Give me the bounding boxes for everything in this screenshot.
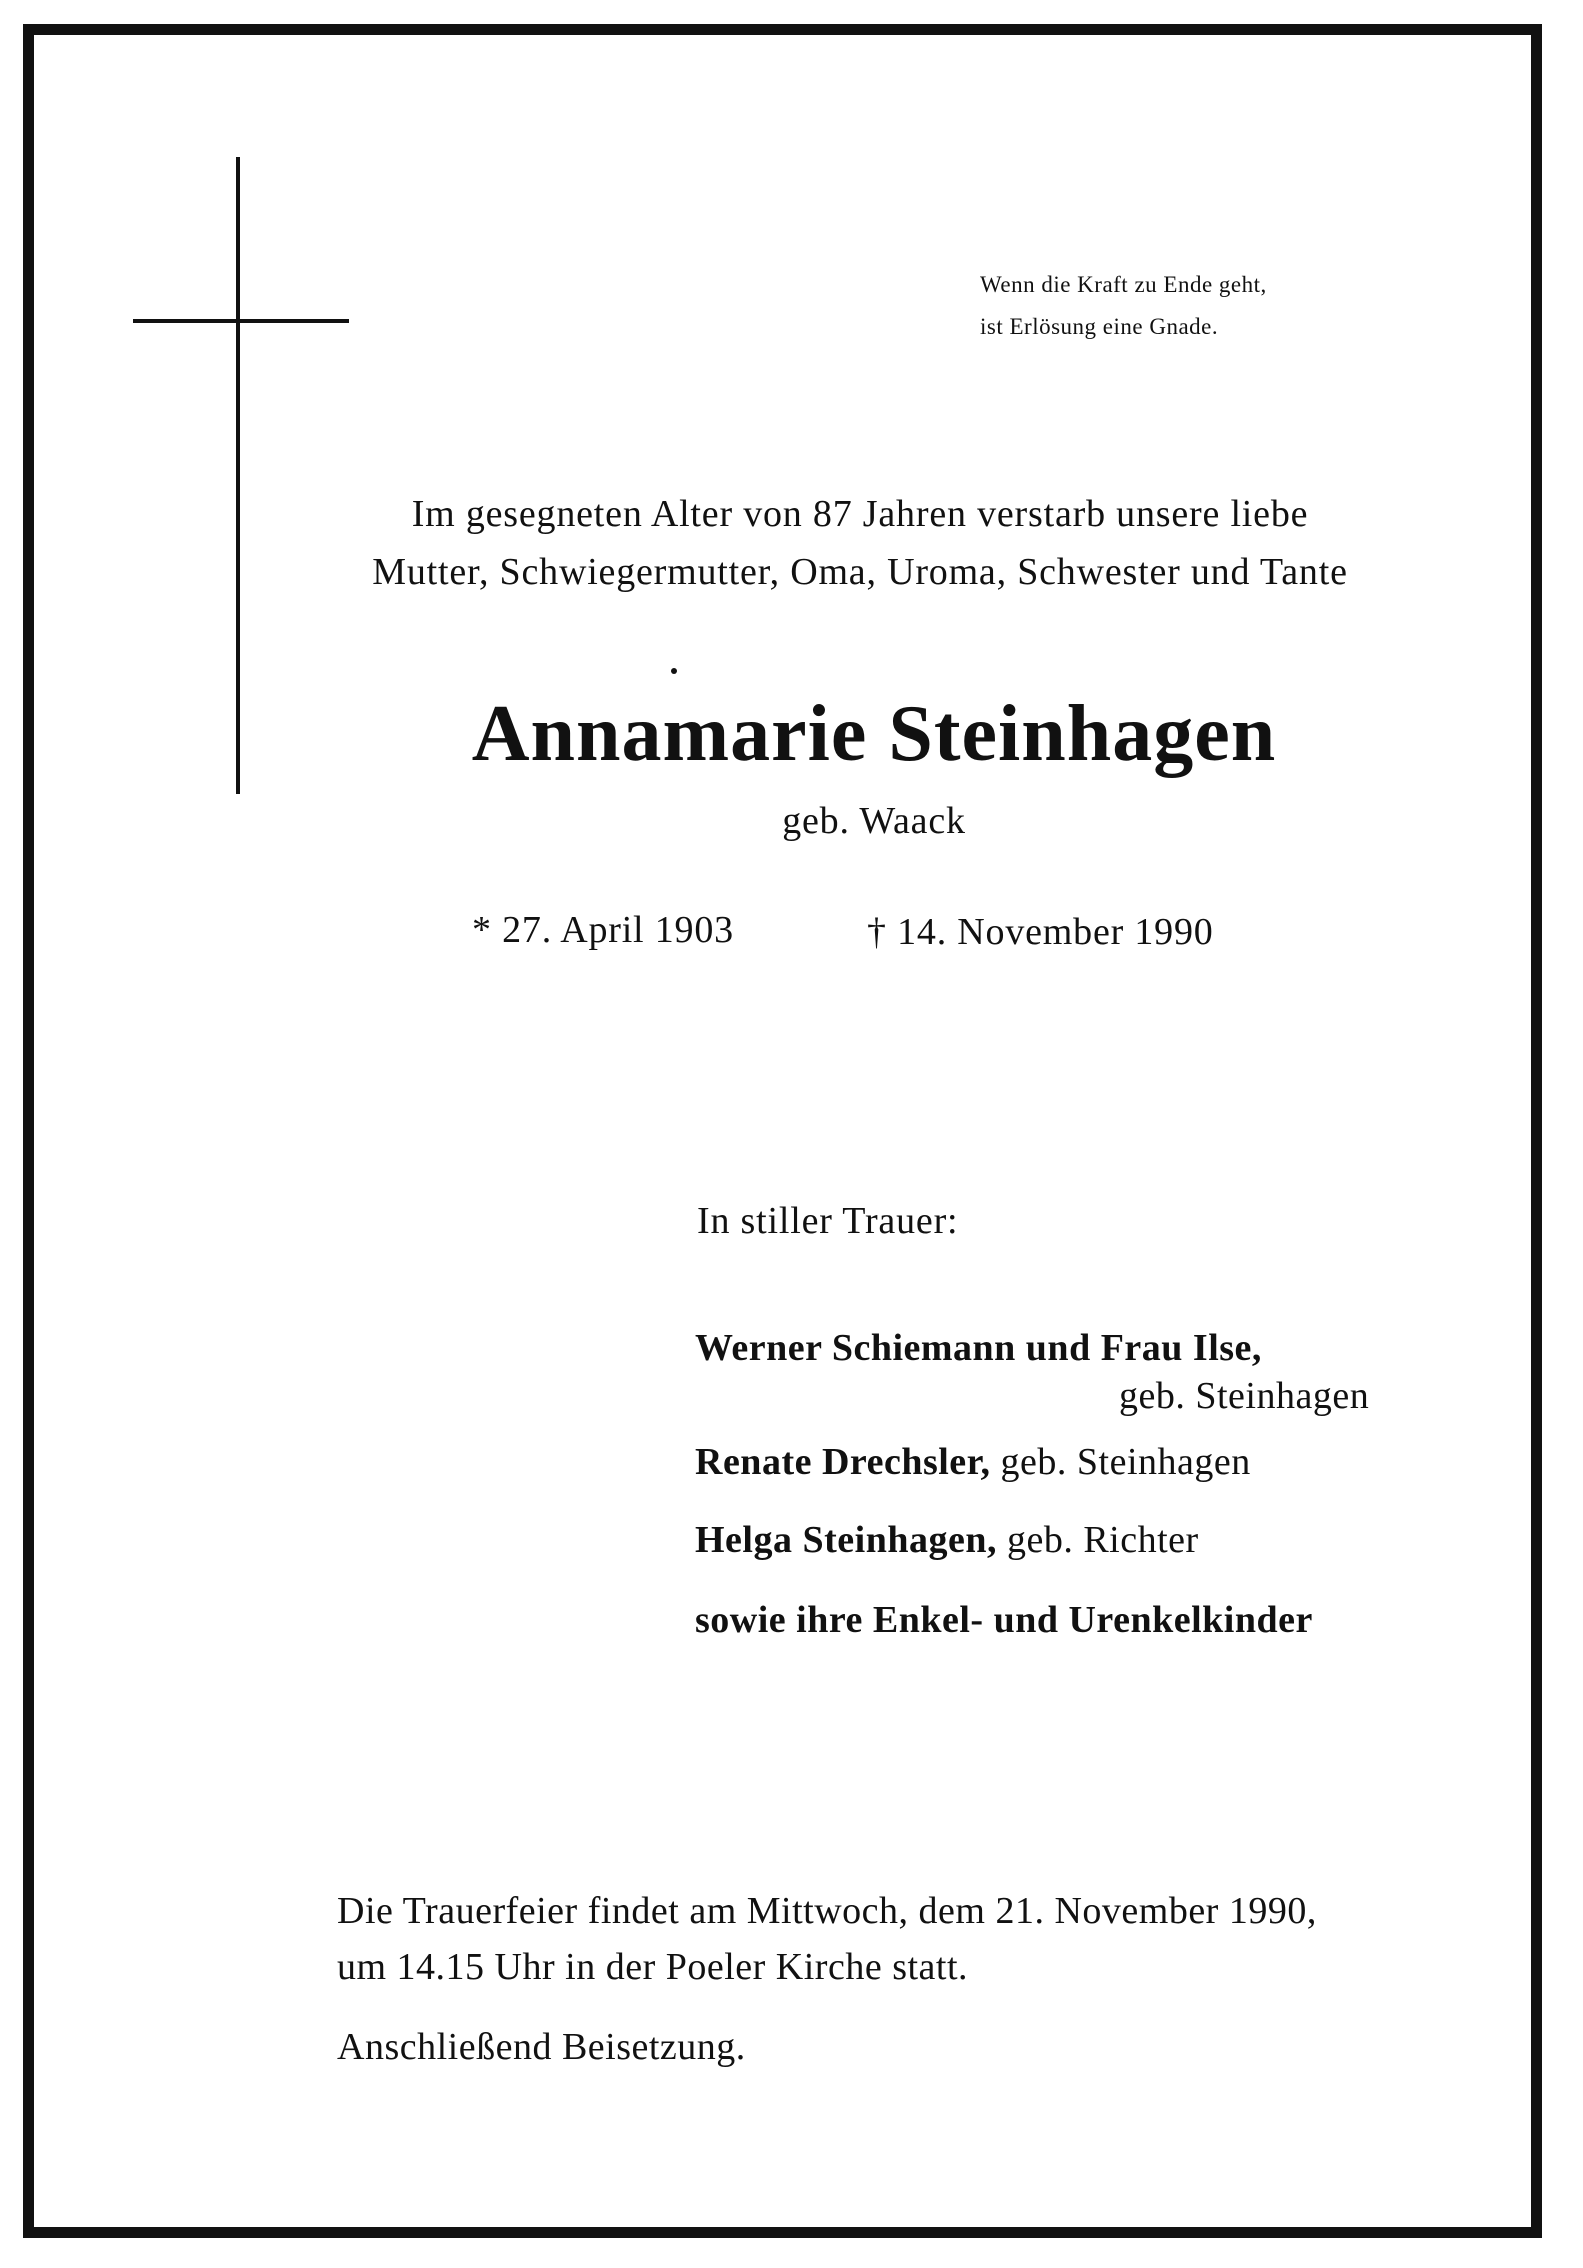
cross-vertical-bar — [236, 157, 240, 794]
mourner-suffix: geb. Steinhagen — [1119, 1375, 1370, 1417]
burial-note: Anschließend Beisetzung. — [337, 2026, 746, 2068]
ink-dot — [671, 668, 677, 674]
mourner-suffix: geb. Steinhagen — [1000, 1441, 1251, 1483]
mourner-name: Werner Schiemann und Frau Ilse, — [695, 1327, 1262, 1369]
deceased-name: Annamarie Steinhagen — [471, 690, 1277, 778]
maiden-name: geb. Waack — [782, 800, 966, 842]
birth-date: * 27. April 1903 — [472, 909, 734, 951]
death-date: † 14. November 1990 — [867, 911, 1214, 953]
announcement-intro — [300, 485, 1420, 601]
mourning-heading: In stiller Trauer: — [697, 1200, 959, 1242]
service-details — [337, 1883, 1317, 1995]
mourner-entry — [695, 1437, 1251, 1487]
intro-line-1: Im gesegneten Alter von 87 Jahren verstarb unsere liebe — [411, 493, 1309, 535]
motto-line-2: ist Erlösung eine Gnade. — [980, 314, 1219, 339]
mourner-suffix: geb. Richter — [1006, 1519, 1199, 1561]
mourners-closing: sowie ihre Enkel- und Urenkelkinder — [695, 1599, 1313, 1641]
service-line-2: um 14.15 Uhr in der Poeler Kirche statt. — [337, 1946, 969, 1988]
motto-line-1: Wenn die Kraft zu Ende geht, — [980, 272, 1267, 297]
cross-horizontal-bar — [133, 319, 349, 323]
mourner-entry — [695, 1515, 1199, 1565]
mourner-name: Renate Drechsler, — [695, 1441, 991, 1483]
service-line-1: Die Trauerfeier findet am Mittwoch, dem 21. November 1990, — [337, 1890, 1317, 1932]
motto — [980, 264, 1267, 348]
mourner-entry — [695, 1323, 1262, 1373]
mourner-name: Helga Steinhagen, — [695, 1519, 997, 1561]
intro-line-2: Mutter, Schwiegermutter, Oma, Uroma, Schwester und Tante — [372, 551, 1348, 593]
